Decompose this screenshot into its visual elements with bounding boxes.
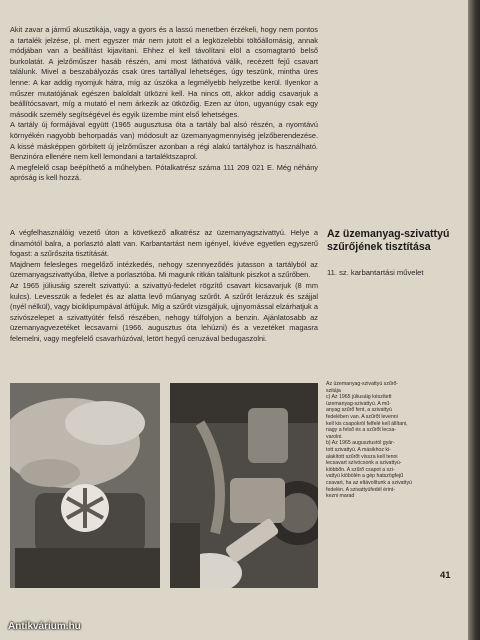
photo-caption: Az üzemanyag-szivattyú szűrő- szitája c) Az 1965 júliusáig készített üzemanyag-szivattyú. A mű- anyag szűrő fent, a szivattyú fedelében van. A szűrőt levenni kell kis csapokról felfelé kell állítani, nagy a felső és a szűrőt lecsa- varolni. b) Az 1965 augusztustól gyár- tott szivattyú. A másikhoz ki- alakított szűrőt vissza kell tenni lecsavart szívócsonk a szivattyú- kiöbbőn. A szűrő csapot a szi- vattyú kiöbölén a gép hatszögfejű csavart, ha az eltávolítunk a szivattyú fedelén. A szivattyúfedél érint- kezni marad bbox=[326, 381, 412, 500]
section-title: Az üzemanyag-szivattyú szűrőjének tisztítása bbox=[327, 228, 450, 253]
section-paragraph-2: Majdnem felesleges megelőző intézkedés, nehogy szennyeződés jutasson a tartályból az üzemanyagszivattyúba, illetve a porlasztóba. Mi magunk ritkán találtunk piszkot a szűrőben. bbox=[10, 259, 318, 280]
page-number: 41 bbox=[440, 570, 451, 581]
section-paragraph-1: A végfelhasználóig vezető úton a következő alkatrész az üzemanyagszivattyú. Helye a dinamótól balra, a porlasztó alatt van. Karbantartást nem igényel, kivéve egyetlen egyszerű fogast: a szűrőszita tisztítását. bbox=[10, 228, 318, 259]
top-paragraph-3: A megfelelő csap beépíthető a műhelyben. Pótalkatrész száma 111 209 021 E. Még néhány apróság is kell hozzá. bbox=[10, 162, 318, 183]
section-text-block bbox=[10, 228, 318, 345]
top-paragraph-2: A tartály új formájával együtt (1965 augusztusa óta a tartály bal alsó részén, a nyomtávú környékén nagyobb behorpadás van) módosult az üzemanyagmennyiség jelzőberendezése. A kissé másképpen görbített új jelzőműszer azonban a régi alakú tartályhoz is használható. Benzinóra ellenére nem kell lemondani a tartaléktszaprol. bbox=[10, 120, 318, 162]
watermark: Antikvárium.hu bbox=[8, 621, 81, 632]
photo-fuel-pump-engine bbox=[170, 383, 318, 588]
section-subtitle: 11. sz. karbantartási művelet bbox=[327, 268, 424, 277]
section-paragraph-3: Az 1965 júliusáig szerelt szivattyú: a szivattyú-fedelet rögzítő csavart kicsavarjuk (8 mm kulcs). Levesszük a fedelet és az alatta levő műanyag szűrőt. A szűrőt lerázzuk és szájjal (nyél nélkül), vagy biciklipumpával átfújjuk. Míg a szűrőt vizsgáljuk, ujjnyomással elzárhatjuk a szivószelepet a szivattyútér felső részében, nehogy túlfolyjon a benzin. Ajánlatosabb az üzemanyagvezetéket lecsavarni (1966. augusztus óta lehúzni) és a vezetéket magasra felemelni, vagy megfelelő csavarhúzóval, letört hegyű ceruzával bedugaszolni. bbox=[10, 280, 318, 343]
book-spine bbox=[468, 0, 480, 640]
photo-fuel-pump-filter bbox=[10, 383, 160, 588]
top-paragraph-1: Akit zavar a jármű akusztikája, vagy a gyors és a lassú menetben érzékeli, hogy nem pontos a tartalék jelzése, pl. mert egyszer már nem jutott el a legközelebbi töltőállomásig, annak módjában van a beállítást kijavítani. Ehhez el kell távolítani elöl a csomagtartó belső burkolatát. A jelzőműszer hasáb részén, ami most láthatóvá válik, recézett fejű csavart találunk. Mivel a beszabályozás csak üres tartállyal lehetséges, úgy teszünk, mintha üres lenne: A kar addig nyomjuk hátra, míg az úszóka a legmélyebb helyzetbe kerül. Ilyenkor a műszer mutatójának egészen baloldalt ütközni kell. Ha nincs ott, akkor addig csavarjuk a beállítócsavart, míg a mutató el nem árkezik az ütközőig. Ezen az úton, ugyanúgy csak egy második személy segítségével és egyik üzembe mint első lehetséges. bbox=[10, 25, 318, 119]
top-text-block bbox=[10, 25, 318, 184]
